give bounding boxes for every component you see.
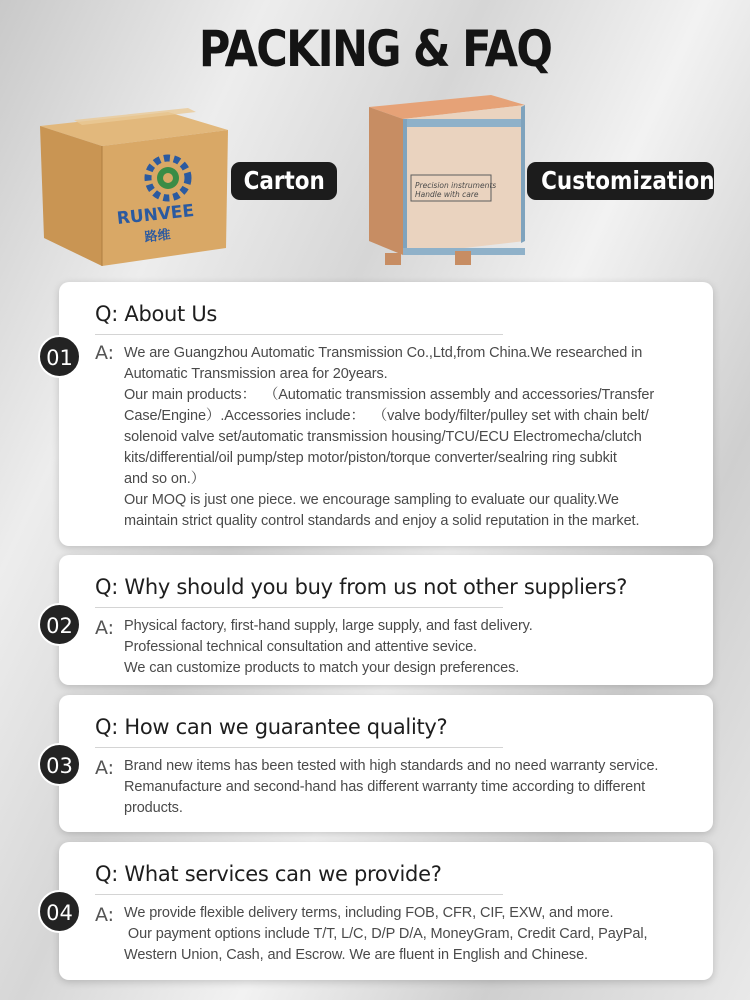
- crate-text-1: Precision instruments: [415, 181, 497, 190]
- faq-number-badge-1: 01: [38, 335, 81, 378]
- faq-number-badge-3: 03: [38, 743, 81, 786]
- page-title: PACKING & FAQ: [198, 20, 552, 78]
- faq-card-2: [59, 555, 713, 685]
- faq-card-3: [59, 695, 713, 832]
- divider: [95, 747, 503, 748]
- faq-number-badge-4: 04: [38, 890, 81, 933]
- faq-answer-4: We provide flexible delivery terms, including FOB, CFR, CIF, EXW, and more. Our payment options include T/T, L/C, D/P D/A, MoneyGram, Credit Card, PayPal, Western Union, Cash, and Escrow. We are fluent in English and Chinese.: [124, 905, 648, 963]
- faq-answer-2: Physical factory, first-hand supply, large supply, and fast delivery. Professional technical consultation and attentive sevice. We can customize products to match your design preferences.: [124, 618, 533, 676]
- faq-card-4: [59, 842, 713, 980]
- faq-answer-3: Brand new items has been tested with high standards and no need warranty service. Remanufacture and second-hand has different warranty time according to different products.: [124, 758, 659, 816]
- carton-box-image: [38, 98, 230, 268]
- carton-brand-cn-text: 路维: [143, 227, 172, 246]
- faq-question-2: Q: Why should you buy from us not other suppliers?: [95, 575, 628, 599]
- faq-question-3: Q: How can we guarantee quality?: [95, 715, 448, 739]
- crate-text-2: Handle with care: [415, 190, 479, 199]
- answer-label: A:: [95, 904, 115, 926]
- divider: [95, 334, 503, 335]
- faq-answer-1: We are Guangzhou Automatic Transmission Co.,Ltd,from China.We researched in Automatic Transmission area for 20years. Our main products： （Automatic transmission assembly and accessories/Transfer Case/Engine）.Accessories include： （valve body/filter/pulley set with chain belt/ solenoid valve set/automatic transmission housing/TCU/ECU Electromecha/clutch kits/differential/oil pump/step motor/piston/torque converter/sealring ring subkit and so on.） Our MOQ is just one piece. we encourage sampling to evaluate our quality.We maintain strict quality control standards and enjoy a solid reputation in the market.: [124, 345, 655, 529]
- wooden-crate-image: [365, 93, 527, 269]
- divider: [95, 607, 503, 608]
- faq-question-4: Q: What services can we provide?: [95, 862, 442, 886]
- divider: [95, 894, 503, 895]
- customization-label: Customization: [527, 162, 714, 200]
- faq-question-1: Q: About Us: [95, 302, 218, 326]
- answer-label: A:: [95, 617, 115, 639]
- faq-number-badge-2: 02: [38, 603, 81, 646]
- carton-brand-text: RUNVEE: [115, 201, 196, 230]
- answer-label: A:: [95, 757, 115, 779]
- carton-label: Carton: [231, 162, 337, 200]
- faq-card-1: [59, 282, 713, 546]
- answer-label: A:: [95, 342, 115, 364]
